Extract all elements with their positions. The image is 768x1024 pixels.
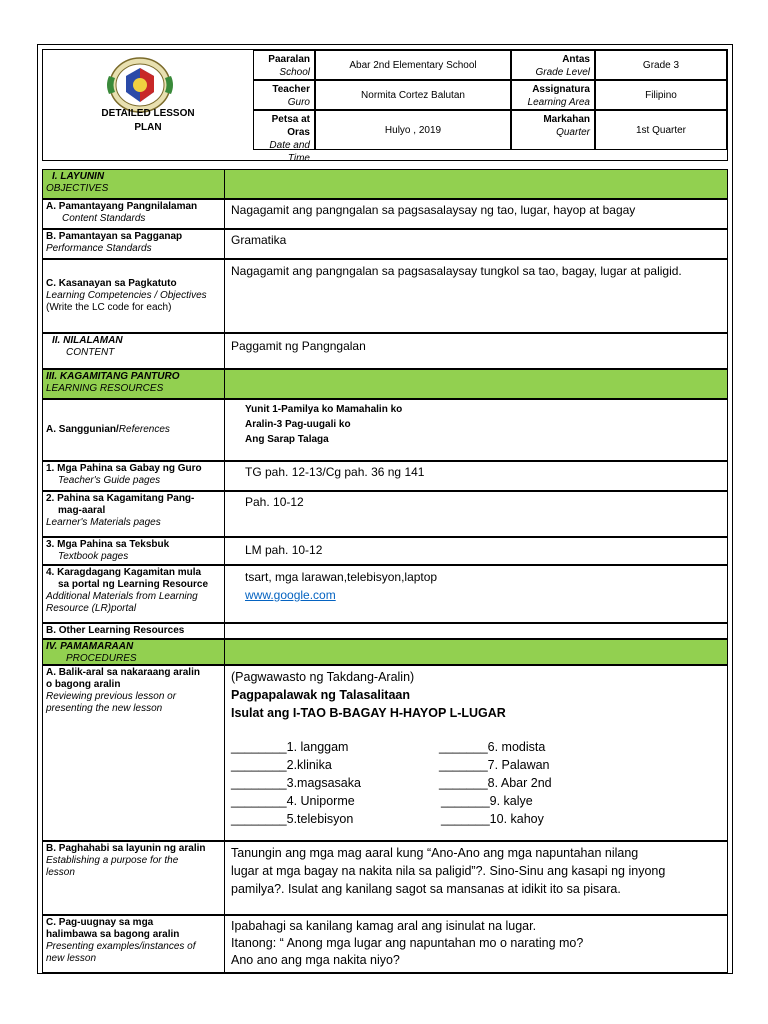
grade-label-en: Grade Level — [535, 67, 590, 78]
resources-heading: III. KAGAMITANG PANTURO — [46, 371, 180, 382]
content-value: Paggamit ng Pangngalan — [231, 339, 366, 353]
school-label: Paaralan — [268, 54, 310, 65]
textbook-value: LM pah. 10-12 — [245, 543, 323, 557]
objectives-heading-cell — [43, 170, 225, 198]
review-label-en1: Reviewing previous lesson or — [46, 691, 177, 702]
content-label-cell — [43, 334, 225, 368]
lm-label2: mag-aaral — [58, 505, 106, 516]
purpose-label-en2: lesson — [46, 867, 75, 878]
purpose-label-cell — [43, 842, 225, 914]
content-row — [42, 333, 728, 369]
resources-heading-empty — [225, 370, 727, 398]
review-label2: o bagong aralin — [46, 679, 121, 690]
other-resources-label: B. Other Learning Resources — [46, 625, 185, 636]
resources-heading-cell — [43, 370, 225, 398]
textbook-row — [42, 537, 728, 565]
references-label-cell — [43, 400, 225, 460]
lm-label-en: Learner's Materials pages — [46, 517, 161, 528]
references-line1: Yunit 1-Pamilya ko Mamahalin ko — [245, 404, 403, 415]
purpose-line3: pamilya?. Isulat ang kanilang sagot sa mansanas at idikit ito sa pisara. — [231, 882, 621, 896]
examples-label-en1: Presenting examples/instances of — [46, 941, 196, 952]
objectives-heading: I. LAYUNIN — [52, 171, 105, 182]
examples-label2: halimbawa sa bagong aralin — [46, 929, 180, 940]
additional-materials-value — [225, 566, 727, 622]
tg-label-cell — [43, 462, 225, 490]
lm-row — [42, 491, 728, 537]
objectives-heading-en: OBJECTIVES — [46, 183, 109, 194]
additional-materials-label2: sa portal ng Learning Resource — [58, 579, 209, 590]
examples-line2: Itanong: “ Anong mga lugar ang napuntahan mo o narating mo? — [231, 936, 584, 950]
tg-value: TG pah. 12-13/Cg pah. 36 ng 141 — [245, 465, 425, 479]
tg-row — [42, 461, 728, 491]
purpose-row — [42, 841, 728, 915]
additional-materials-row — [42, 565, 728, 623]
examples-label1: C. Pag-uugnay sa mga — [46, 917, 154, 928]
review-line2: Pagpapalawak ng Talasalitaan — [231, 688, 411, 702]
content-standards-label-en: Content Standards — [62, 213, 146, 224]
learning-competencies-row — [42, 259, 728, 333]
learning-competencies-label-cell — [43, 260, 225, 332]
review-line3-bold: I-TAO B-BAGAY H-HAYOP L-LUGAR — [292, 706, 506, 720]
exercise-item-7: _______7. Palawan — [439, 758, 550, 772]
purpose-label-en1: Establishing a purpose for the — [46, 855, 179, 866]
performance-standards-label: B. Pamantayan sa Pagganap — [46, 231, 183, 242]
lm-label1: 2. Pahina sa Kagamitang Pang- — [46, 493, 195, 504]
learning-competencies-label-en: Learning Competencies / Objectives — [46, 290, 207, 301]
exercise-item-3: ________3.magsasaka — [231, 776, 361, 790]
lm-label-cell — [43, 492, 225, 536]
other-resources-value — [225, 624, 727, 638]
performance-standards-label-en: Performance Standards — [46, 243, 152, 254]
references-line2: Aralin-3 Pag-uugali ko — [245, 419, 351, 430]
quarter-value: 1st Quarter — [595, 110, 727, 150]
grade-value: Grade 3 — [595, 50, 727, 80]
date-label-cell — [253, 110, 315, 164]
textbook-label-en: Textbook pages — [58, 551, 129, 562]
performance-standards-row — [42, 229, 728, 259]
area-label-cell — [511, 80, 595, 110]
references-label-en: References — [118, 424, 170, 435]
other-resources-label-cell — [43, 624, 225, 638]
exercise-item-10: _______10. kahoy — [441, 812, 544, 826]
additional-materials-label-en1: Additional Materials from Learning — [46, 591, 198, 602]
area-label: Assignatura — [532, 84, 590, 95]
content-standards-label: A. Pamantayang Pangnilalaman — [46, 201, 198, 212]
purpose-line1: Tanungin ang mga mag aaral kung “Ano-Ano ang mga napuntahan nilang — [231, 846, 639, 860]
purpose-value — [225, 842, 727, 914]
teacher-value: Normita Cortez Balutan — [315, 80, 511, 110]
quarter-label: Markahan — [543, 114, 590, 125]
objectives-heading-empty — [225, 170, 727, 198]
teacher-label-cell — [253, 80, 315, 110]
teacher-label-en: Guro — [287, 97, 310, 108]
review-row — [42, 665, 728, 841]
procedures-heading-cell — [43, 640, 225, 664]
procedures-heading-row — [42, 639, 728, 665]
content-standards-label-cell — [43, 200, 225, 228]
review-label1: A. Balik-aral sa nakaraang aralin — [46, 667, 200, 678]
textbook-label-cell — [43, 538, 225, 564]
area-value: Filipino — [595, 80, 727, 110]
resources-heading-en: LEARNING RESOURCES — [46, 383, 164, 394]
procedures-heading-en: PROCEDURES — [66, 653, 137, 664]
learning-competencies-value: Nagagamit ang pangngalan sa pagsasalaysay tungkol sa tao, bagay, lugar at paligid. — [231, 264, 682, 278]
learning-competencies-label: C. Kasanayan sa Pagkatuto — [46, 278, 177, 289]
content-standards-value: Nagagamit ang pangngalan sa pagsasalaysay ng tao, lugar, hayop at bagay — [231, 203, 636, 217]
additional-materials-label-en2: Resource (LR)portal — [46, 603, 137, 614]
review-line1: (Pagwawasto ng Takdang-Aralin) — [231, 670, 415, 684]
review-line3-prefix: Isulat ang — [231, 706, 293, 720]
tg-label: 1. Mga Pahina sa Gabay ng Guro — [46, 463, 202, 474]
objectives-heading-row — [42, 169, 728, 199]
exercise-item-6: _______6. modista — [439, 740, 546, 754]
exercise-item-9: _______9. kalye — [441, 794, 533, 808]
lesson-plan-page — [37, 44, 733, 974]
resources-heading-row — [42, 369, 728, 399]
additional-materials-label1: 4. Karagdagang Kagamitan mula — [46, 567, 202, 578]
performance-standards-label-cell — [43, 230, 225, 258]
lm-value: Pah. 10-12 — [245, 495, 304, 509]
date-label-en: Date and Time — [269, 140, 310, 164]
date-label: Petsa at Oras — [271, 114, 310, 138]
school-label-en: School — [279, 67, 310, 78]
examples-label-en2: new lesson — [46, 953, 97, 964]
purpose-label: B. Paghahabi sa layunin ng aralin — [46, 843, 206, 854]
references-row — [42, 399, 728, 461]
logo-cell — [43, 50, 253, 160]
additional-materials-text: tsart, mga larawan,telebisyon,laptop — [245, 570, 438, 584]
exercise-item-5: ________5.telebisyon — [231, 812, 354, 826]
review-value — [225, 666, 727, 840]
references-line3: Ang Sarap Talaga — [245, 434, 329, 445]
performance-standards-value: Gramatika — [231, 233, 287, 247]
title-line2: PLAN — [134, 122, 162, 133]
header-table — [42, 49, 728, 164]
examples-value — [225, 916, 727, 972]
examples-line3: Ano ano ang mga nakita niyo? — [231, 953, 400, 967]
title-line1: DETAILED LESSON — [101, 108, 195, 119]
references-value — [225, 400, 727, 460]
examples-line1: Ipabahagi sa kanilang kamag aral ang isinulat na lugar. — [231, 919, 537, 933]
purpose-line2: lugar at mga bagay na nakita nila sa paligid”?. Sino-Sinu ang kasapi ng inyong — [231, 864, 666, 878]
date-value: Hulyo , 2019 — [315, 110, 511, 150]
exercise-item-2: ________2.klinika — [231, 758, 332, 772]
textbook-label: 3. Mga Pahina sa Teksbuk — [46, 539, 170, 550]
procedures-heading-empty — [225, 640, 727, 664]
exercise-item-4: ________4. Uniporme — [231, 794, 355, 808]
content-heading: II. NILALAMAN — [52, 335, 123, 346]
teacher-label: Teacher — [272, 84, 310, 95]
review-label-en2: presenting the new lesson — [46, 703, 163, 714]
grade-label-cell — [511, 50, 595, 80]
other-resources-row — [42, 623, 728, 639]
school-value: Abar 2nd Elementary School — [315, 50, 511, 80]
tg-label-en: Teacher's Guide pages — [58, 475, 161, 486]
examples-row — [42, 915, 728, 973]
quarter-label-en: Quarter — [556, 127, 590, 138]
content-standards-row — [42, 199, 728, 229]
quarter-label-cell — [511, 110, 595, 150]
grade-label: Antas — [562, 54, 590, 65]
review-label-cell — [43, 666, 225, 840]
area-label-en: Learning Area — [527, 97, 590, 108]
deped-seal-icon — [105, 56, 175, 114]
additional-materials-label-cell — [43, 566, 225, 622]
procedures-heading: IV. PAMAMARAAN — [46, 641, 134, 652]
school-label-cell — [253, 50, 315, 80]
references-label: A. Sanggunian/ — [46, 424, 119, 435]
examples-label-cell — [43, 916, 225, 972]
google-link[interactable]: www.google.com — [245, 588, 336, 602]
exercise-item-1: ________1. langgam — [231, 740, 349, 754]
content-heading-en: CONTENT — [66, 347, 115, 358]
learning-competencies-note: (Write the LC code for each) — [46, 302, 172, 313]
review-line3 — [231, 704, 721, 722]
exercise-item-8: _______8. Abar 2nd — [439, 776, 552, 790]
